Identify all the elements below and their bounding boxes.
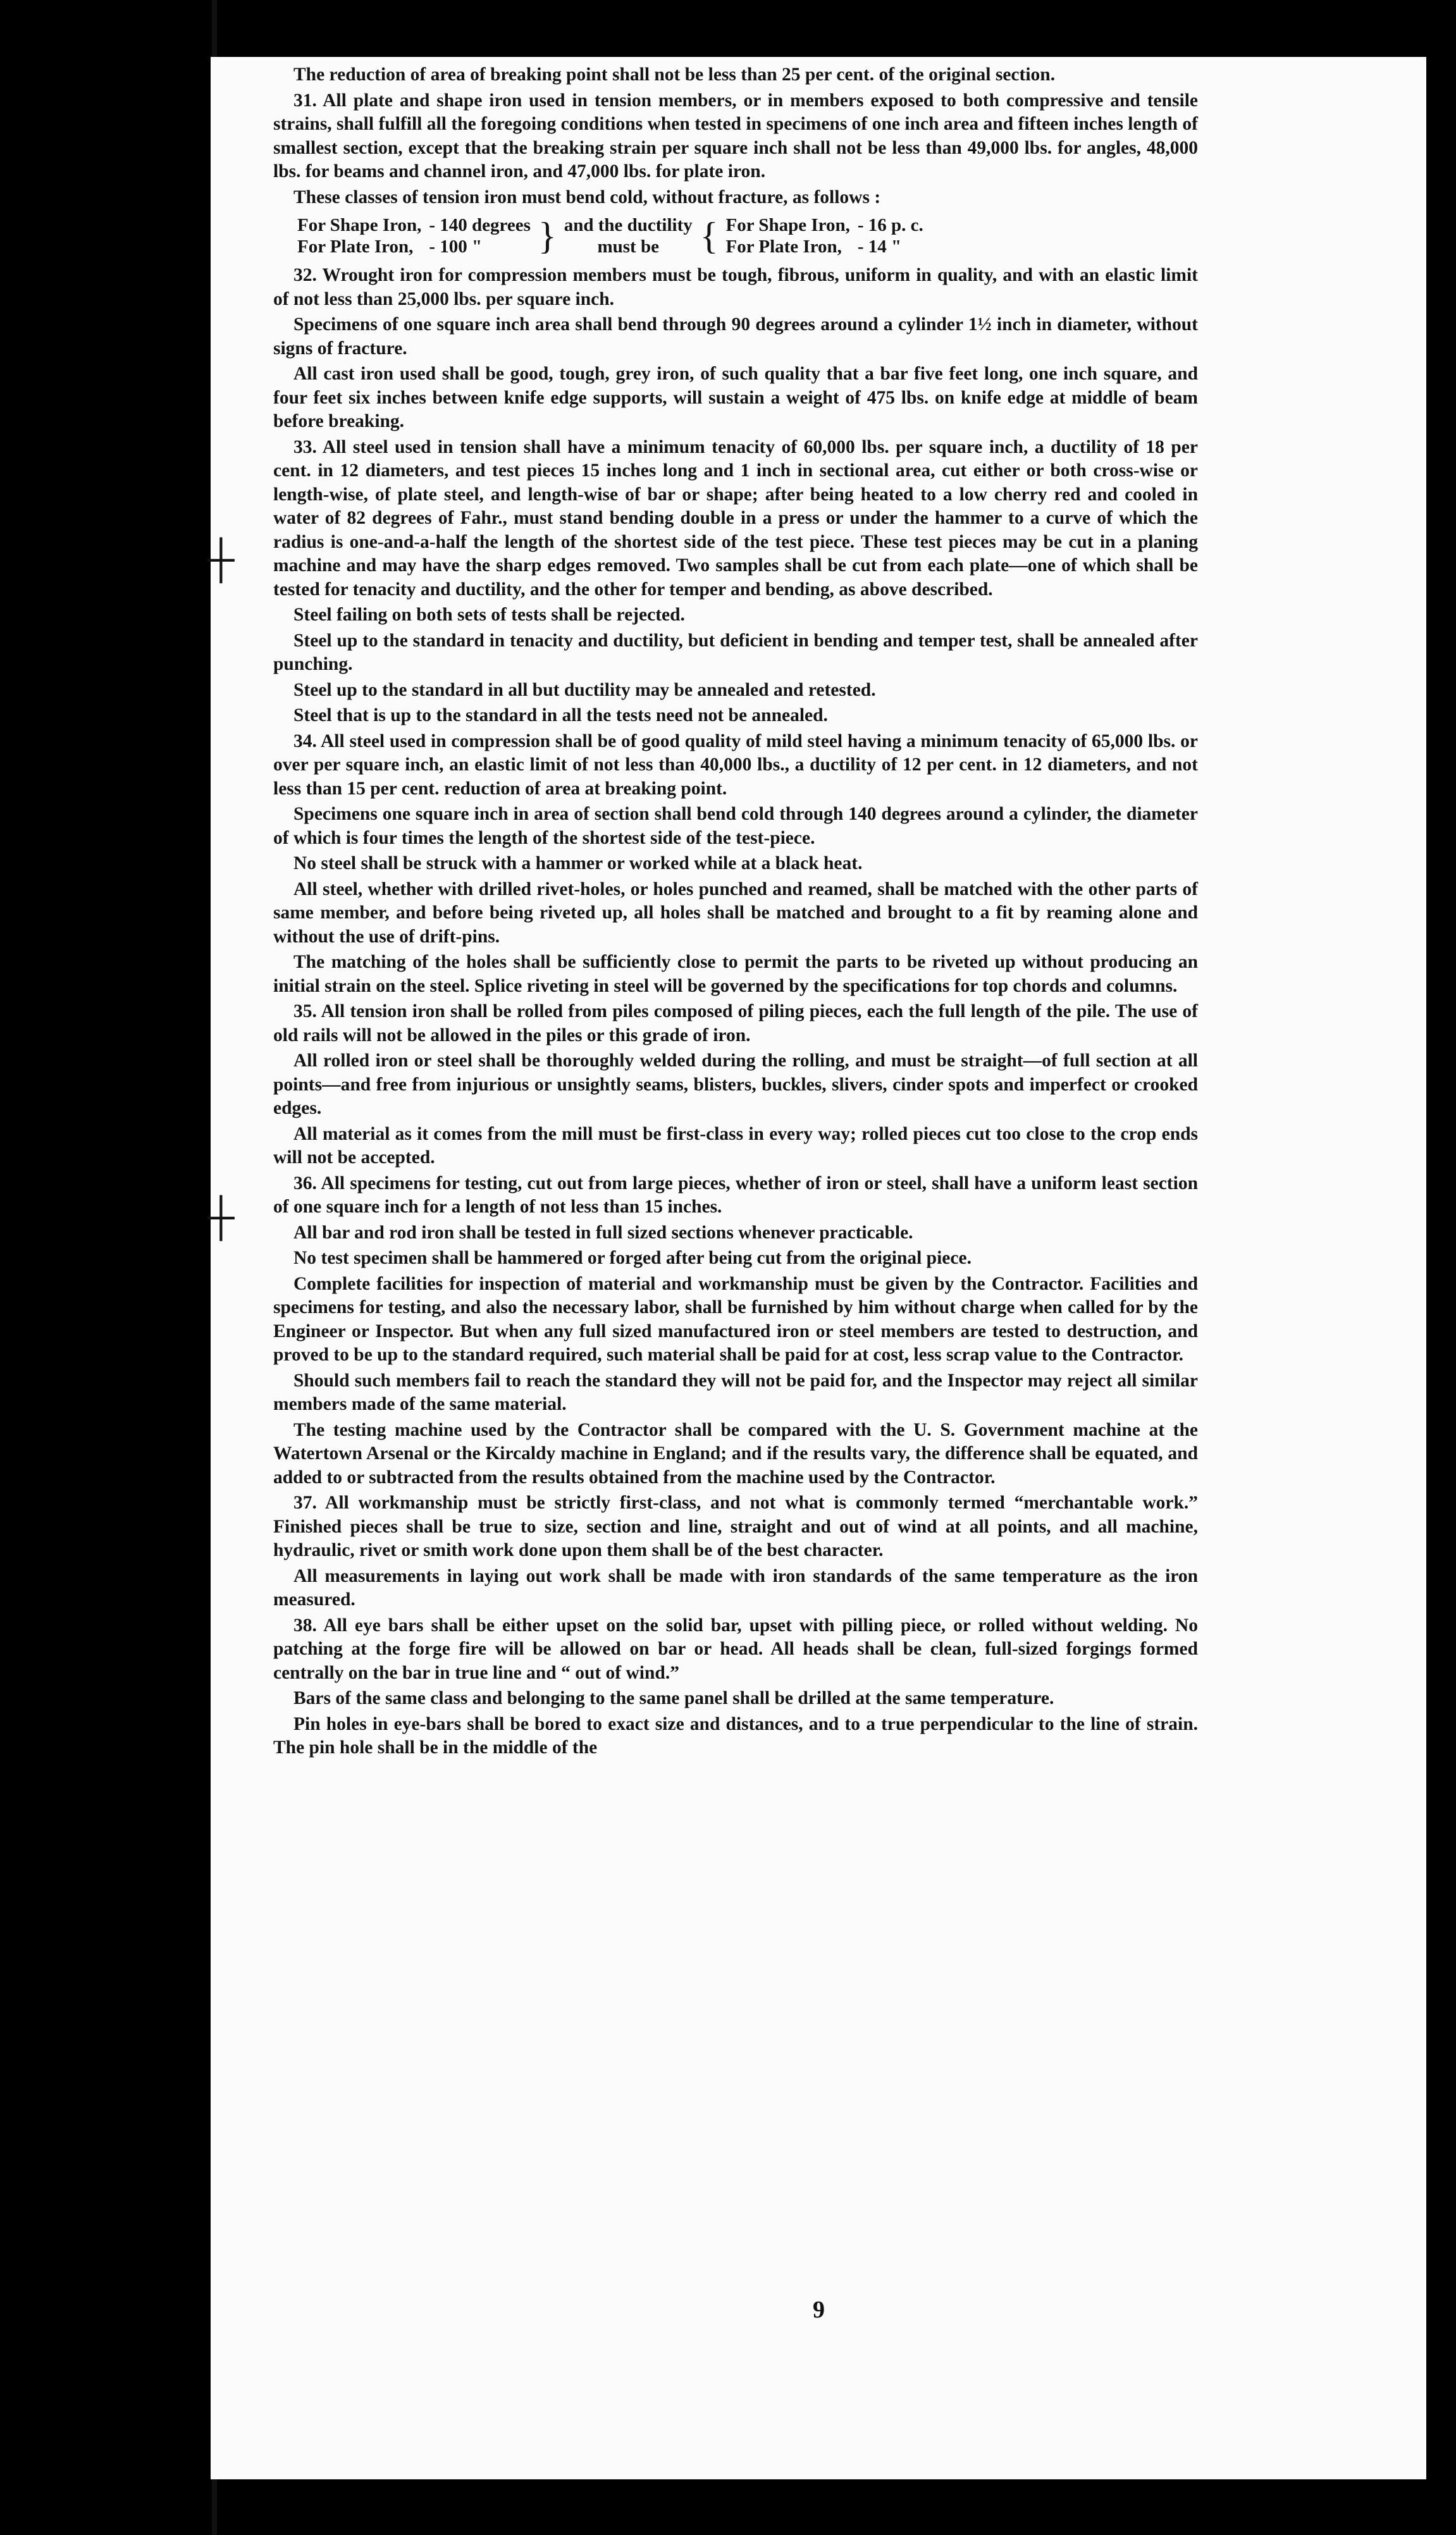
table-cell: For Shape Iron,	[297, 215, 422, 235]
paragraph: Steel failing on both sets of tests shall be rejected.	[293, 605, 685, 625]
paragraph: All measurements in laying out work shall be made with iron standards of the same temperature as the iron measured.	[273, 1565, 1198, 1610]
paragraph: Pin holes in eye-bars shall be bored to exact size and distances, and to a true perpendicular to the line of strain. The pin hole shall be in the middle of the	[273, 1713, 1198, 1758]
paragraph: 36. All specimens for testing, cut out from large pieces, whether of iron or steel, shall have a uniform least section of one square inch for a length of not less than 15 inches.	[273, 1173, 1198, 1217]
table-cell: For Shape Iron,	[725, 215, 850, 235]
page-number: 9	[813, 2297, 825, 2323]
table-cell: - 14 "	[857, 237, 902, 257]
table-cell: For Plate Iron,	[725, 237, 842, 257]
paragraph: 35. All tension iron shall be rolled from piles composed of piling pieces, each the full length of the pile. The use of old rails will not be allowed in the piles or this grade of iron.	[273, 1001, 1198, 1045]
paragraph: Should such members fail to reach the standard they will not be paid for, and the Inspector may reject all similar members made of the same material.	[273, 1370, 1198, 1414]
binding-mark: ┼	[207, 1196, 235, 1238]
paragraph: 37. All workmanship must be strictly first-class, and not what is commonly termed “merchantable work.” Finished pieces shall be true to size, section and line, straight and out of wind at all points, and all machine, hydraulic, rivet or smith work done upon them shall be of the best character.	[273, 1493, 1198, 1560]
paragraph: 33. All steel used in tension shall have a minimum tenacity of 60,000 lbs. per square inch, a ductility of 18 per cent. in 12 diameters, and test pieces 15 inches long and 1 inch in sectional area, cut either or both cross-wise or length-wise, of plate steel, and length-wise of bar or shape; after being heated to a low cherry red and cooled in water of 82 degrees of Fahr., must stand bending double in a press or under the hammer to a curve of which the radius is one-and-a-half the length of the shortest side of the test piece. These test pieces may be cut in a planing machine and may have the sharp edges removed. Two samples shall be cut from each plate—one of which shall be tested for tenacity and ductility, and the other for temper and bending, as above described.	[273, 436, 1198, 600]
paragraph: All material as it comes from the mill must be first-class in every way; rolled pieces cut too close to the crop ends will not be accepted.	[273, 1123, 1198, 1168]
paragraph: The matching of the holes shall be sufficiently close to permit the parts to be riveted up without producing an initial strain on the steel. Splice riveting in steel will be governed by the specifications for top chords and columns.	[273, 952, 1198, 996]
paragraph: Steel up to the standard in tenacity and ductility, but deficient in bending and temper test, shall be annealed after punching.	[273, 630, 1198, 674]
paragraph: The testing machine used by the Contractor shall be compared with the U. S. Government machine at the Watertown Arsenal or the Kircaldy machine in England; and if the results vary, the difference shall be equated, and added to or subtracted from the results obtained from the machine used by the Contractor.	[273, 1419, 1198, 1488]
paragraph: These classes of tension iron must bend cold, without fracture, as follows :	[293, 187, 881, 207]
paragraph: Steel up to the standard in all but ductility may be annealed and retested.	[293, 679, 876, 700]
paragraph: No steel shall be struck with a hammer or worked while at a black heat.	[293, 853, 863, 873]
paragraph: 31. All plate and shape iron used in tension members, or in members exposed to both compressive and tensile strains, shall fulfill all the foregoing conditions when tested in specimens of one inch area and fifteen inches length of smallest section, except that the breaking strain per square inch shall not be less than 49,000 lbs. for angles, 48,000 lbs. for beams and channel iron, and 47,000 lbs. for plate iron.	[273, 90, 1198, 182]
paragraph: No test specimen shall be hammered or forged after being cut from the original piece.	[293, 1248, 972, 1268]
bend-table	[293, 214, 927, 257]
table-cell: and the ductility	[564, 215, 693, 235]
paragraph: Bars of the same class and belonging to the same panel shall be drilled at the same temperature.	[293, 1688, 1054, 1708]
paragraph: All cast iron used shall be good, tough, grey iron, of such quality that a bar five feet long, one inch square, and four feet six inches between knife edge supports, will sustain a weight of 475 lbs. on knife edge at middle of beam before breaking.	[273, 364, 1198, 431]
paragraph: Steel that is up to the standard in all the tests need not be annealed.	[293, 705, 828, 725]
paragraph: Complete facilities for inspection of material and workmanship must be given by the Contractor. Facilities and specimens for testing, and also the necessary labor, shall be furnished by him without charge when called for by the Engineer or Inspector. But when any full sized manufactured iron or steel members are tested to destruction, and proved to be up to the standard required, such material shall be paid for at cost, less scrap value to the Contractor.	[273, 1273, 1198, 1365]
paragraph: All bar and rod iron shall be tested in full sized sections whenever practicable.	[293, 1222, 913, 1243]
binding-mark: ┼	[207, 538, 235, 580]
paragraph: Specimens one square inch in area of section shall bend cold through 140 degrees around a cylinder, the diameter of which is four times the length of the shortest side of the test-piece.	[273, 804, 1198, 848]
paragraph: Specimens of one square inch area shall bend through 90 degrees around a cylinder 1½ inch in diameter, without signs of fracture.	[273, 314, 1198, 359]
table-cell: - 16 p. c.	[857, 215, 923, 235]
paragraph: All steel, whether with drilled rivet-holes, or holes punched and reamed, shall be matched with the other parts of same member, and before being riveted up, all holes shall be matched and brought to a fit by reaming alone and without the use of drift-pins.	[273, 879, 1198, 947]
paragraph: 34. All steel used in compression shall be of good quality of mild steel having a minimum tenacity of 65,000 lbs. or over per square inch, an elastic limit of not less than 40,000 lbs., a ductility of 12 per cent. in 12 diameters, and not less than 15 per cent. reduction of area at breaking point.	[273, 731, 1198, 799]
table-cell: For Plate Iron,	[297, 237, 414, 257]
brace: }	[538, 215, 557, 257]
paragraph: 32. Wrought iron for compression members must be tough, fibrous, uniform in quality, and with an elastic limit of not less than 25,000 lbs. per square inch.	[273, 265, 1198, 309]
table-cell: must be	[597, 237, 659, 257]
brace: {	[700, 215, 719, 257]
paragraph-group	[273, 264, 1198, 1760]
document-body	[273, 63, 1198, 1762]
paragraph: 38. All eye bars shall be either upset on the solid bar, upset with pilling piece, or rolled without welding. No patching at the forge fire will be allowed on bar or head. All heads shall be clean, full-sized forgings formed centrally on the bar in true line and “ out of wind.”	[273, 1615, 1198, 1683]
table-cell: - 100 "	[429, 237, 483, 257]
table-cell: - 140 degrees	[429, 215, 531, 235]
paragraph: All rolled iron or steel shall be thoroughly welded during the rolling, and must be straight—of full section at all points—and free from injurious or unsightly seams, blisters, buckles, slivers, cinder spots and imperfect or crooked edges.	[273, 1051, 1198, 1118]
paragraph: The reduction of area of breaking point shall not be less than 25 per cent. of the original section.	[293, 65, 1056, 85]
